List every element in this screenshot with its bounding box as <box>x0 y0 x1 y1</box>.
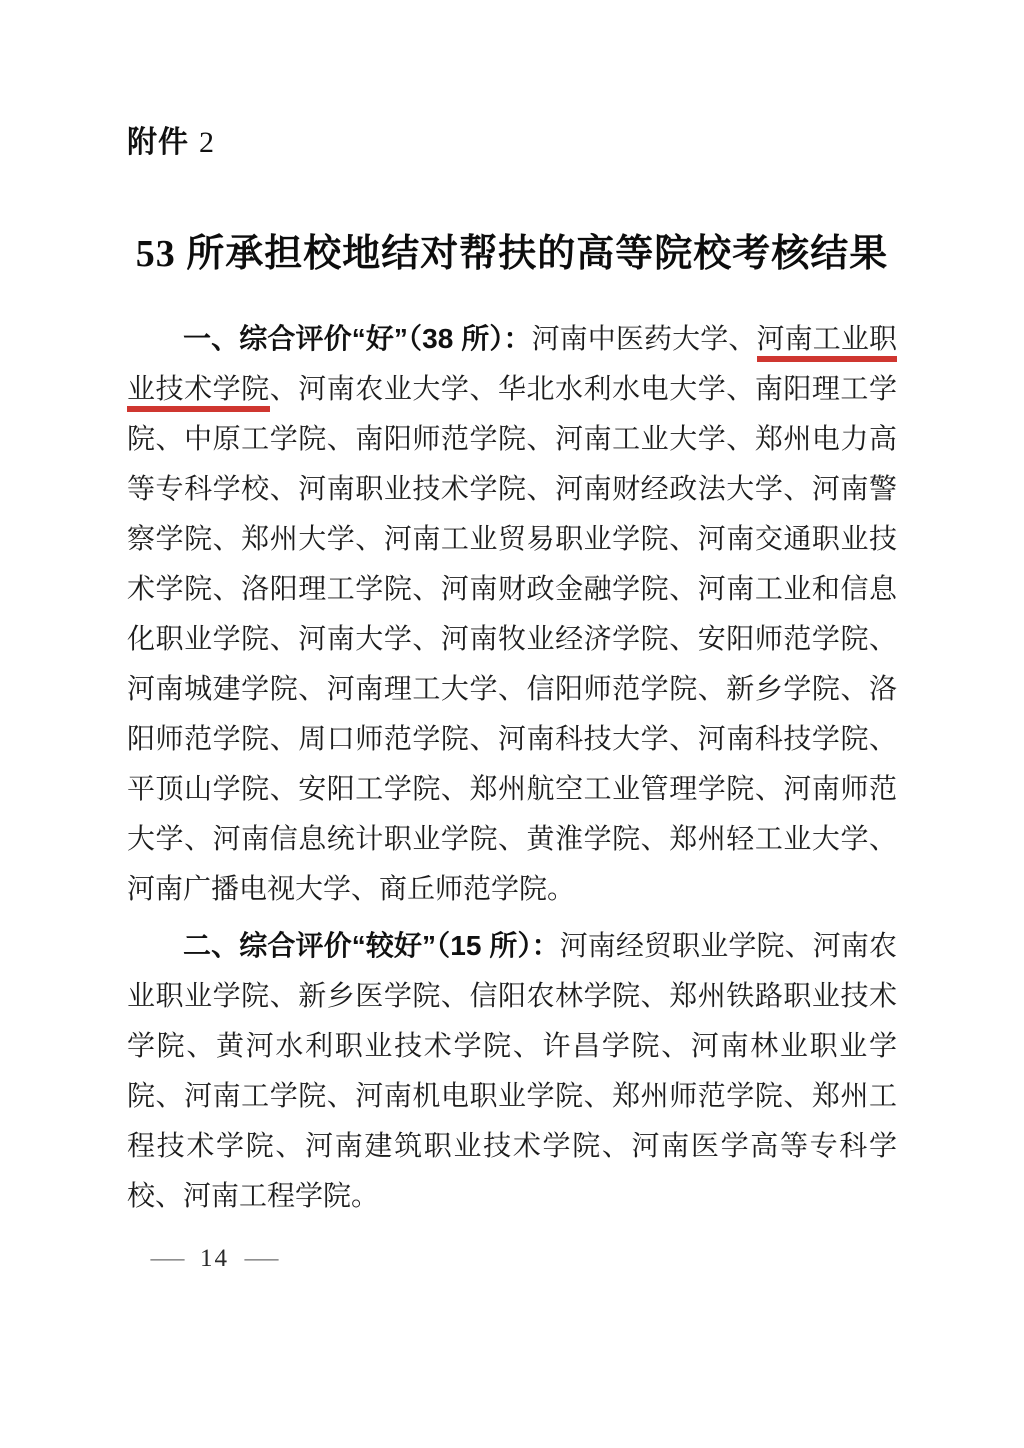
footer-left-dash: — <box>150 1245 185 1272</box>
attachment-heading <box>127 126 897 160</box>
school-list-better: 河南经贸职业学院、河南农业职业学院、新乡医学院、信阳农林学院、郑州铁路职业技术学院、黄河水利职业技术学院、许昌学院、河南林业职业学院、河南工学院、河南机电职业学院、郑州师范学院、郑州工程技术学院、河南建筑职业技术学院、河南医学高等专科学校、河南工程学院。 <box>127 931 897 1212</box>
paragraph-good-lead: 一、综合评价“好”（38 所）： <box>183 323 532 354</box>
school-list-good-before: 河南中医药大学、 <box>531 324 757 355</box>
paragraph-rating-better <box>127 921 897 1222</box>
highlighted-school-name: 河南工业职业技术学院 <box>127 324 897 412</box>
attachment-label: 附件 <box>127 126 189 159</box>
footer-right-dash: — <box>244 1245 279 1272</box>
page-number: 14 <box>200 1245 229 1272</box>
paragraph-better-lead: 二、综合评价“较好”（15 所）： <box>183 930 560 961</box>
paragraph-rating-good <box>127 314 897 915</box>
attachment-number: 2 <box>199 126 215 159</box>
school-list-good-after: 、河南农业大学、华北水利水电大学、南阳理工学院、中原工学院、南阳师范学院、河南工业大学、郑州电力高等专科学校、河南职业技术学院、河南财经政法大学、河南警察学院、郑州大学、河南工业贸易职业学院、河南交通职业技术学院、洛阳理工学院、河南财政金融学院、河南工业和信息化职业学院、河南大学、河南牧业经济学院、安阳师范学院、河南城建学院、河南理工大学、信阳师范学院、新乡学院、洛阳师范学院、周口师范学院、河南科技大学、河南科技学院、平顶山学院、安阳工学院、郑州航空工业管理学院、河南师范大学、河南信息统计职业学院、黄淮学院、郑州轻工业大学、河南广播电视大学、商丘师范学院。 <box>127 374 897 905</box>
page-title: 53 所承担校地结对帮扶的高等院校考核结果 <box>135 233 889 275</box>
page-footer <box>150 1244 279 1274</box>
